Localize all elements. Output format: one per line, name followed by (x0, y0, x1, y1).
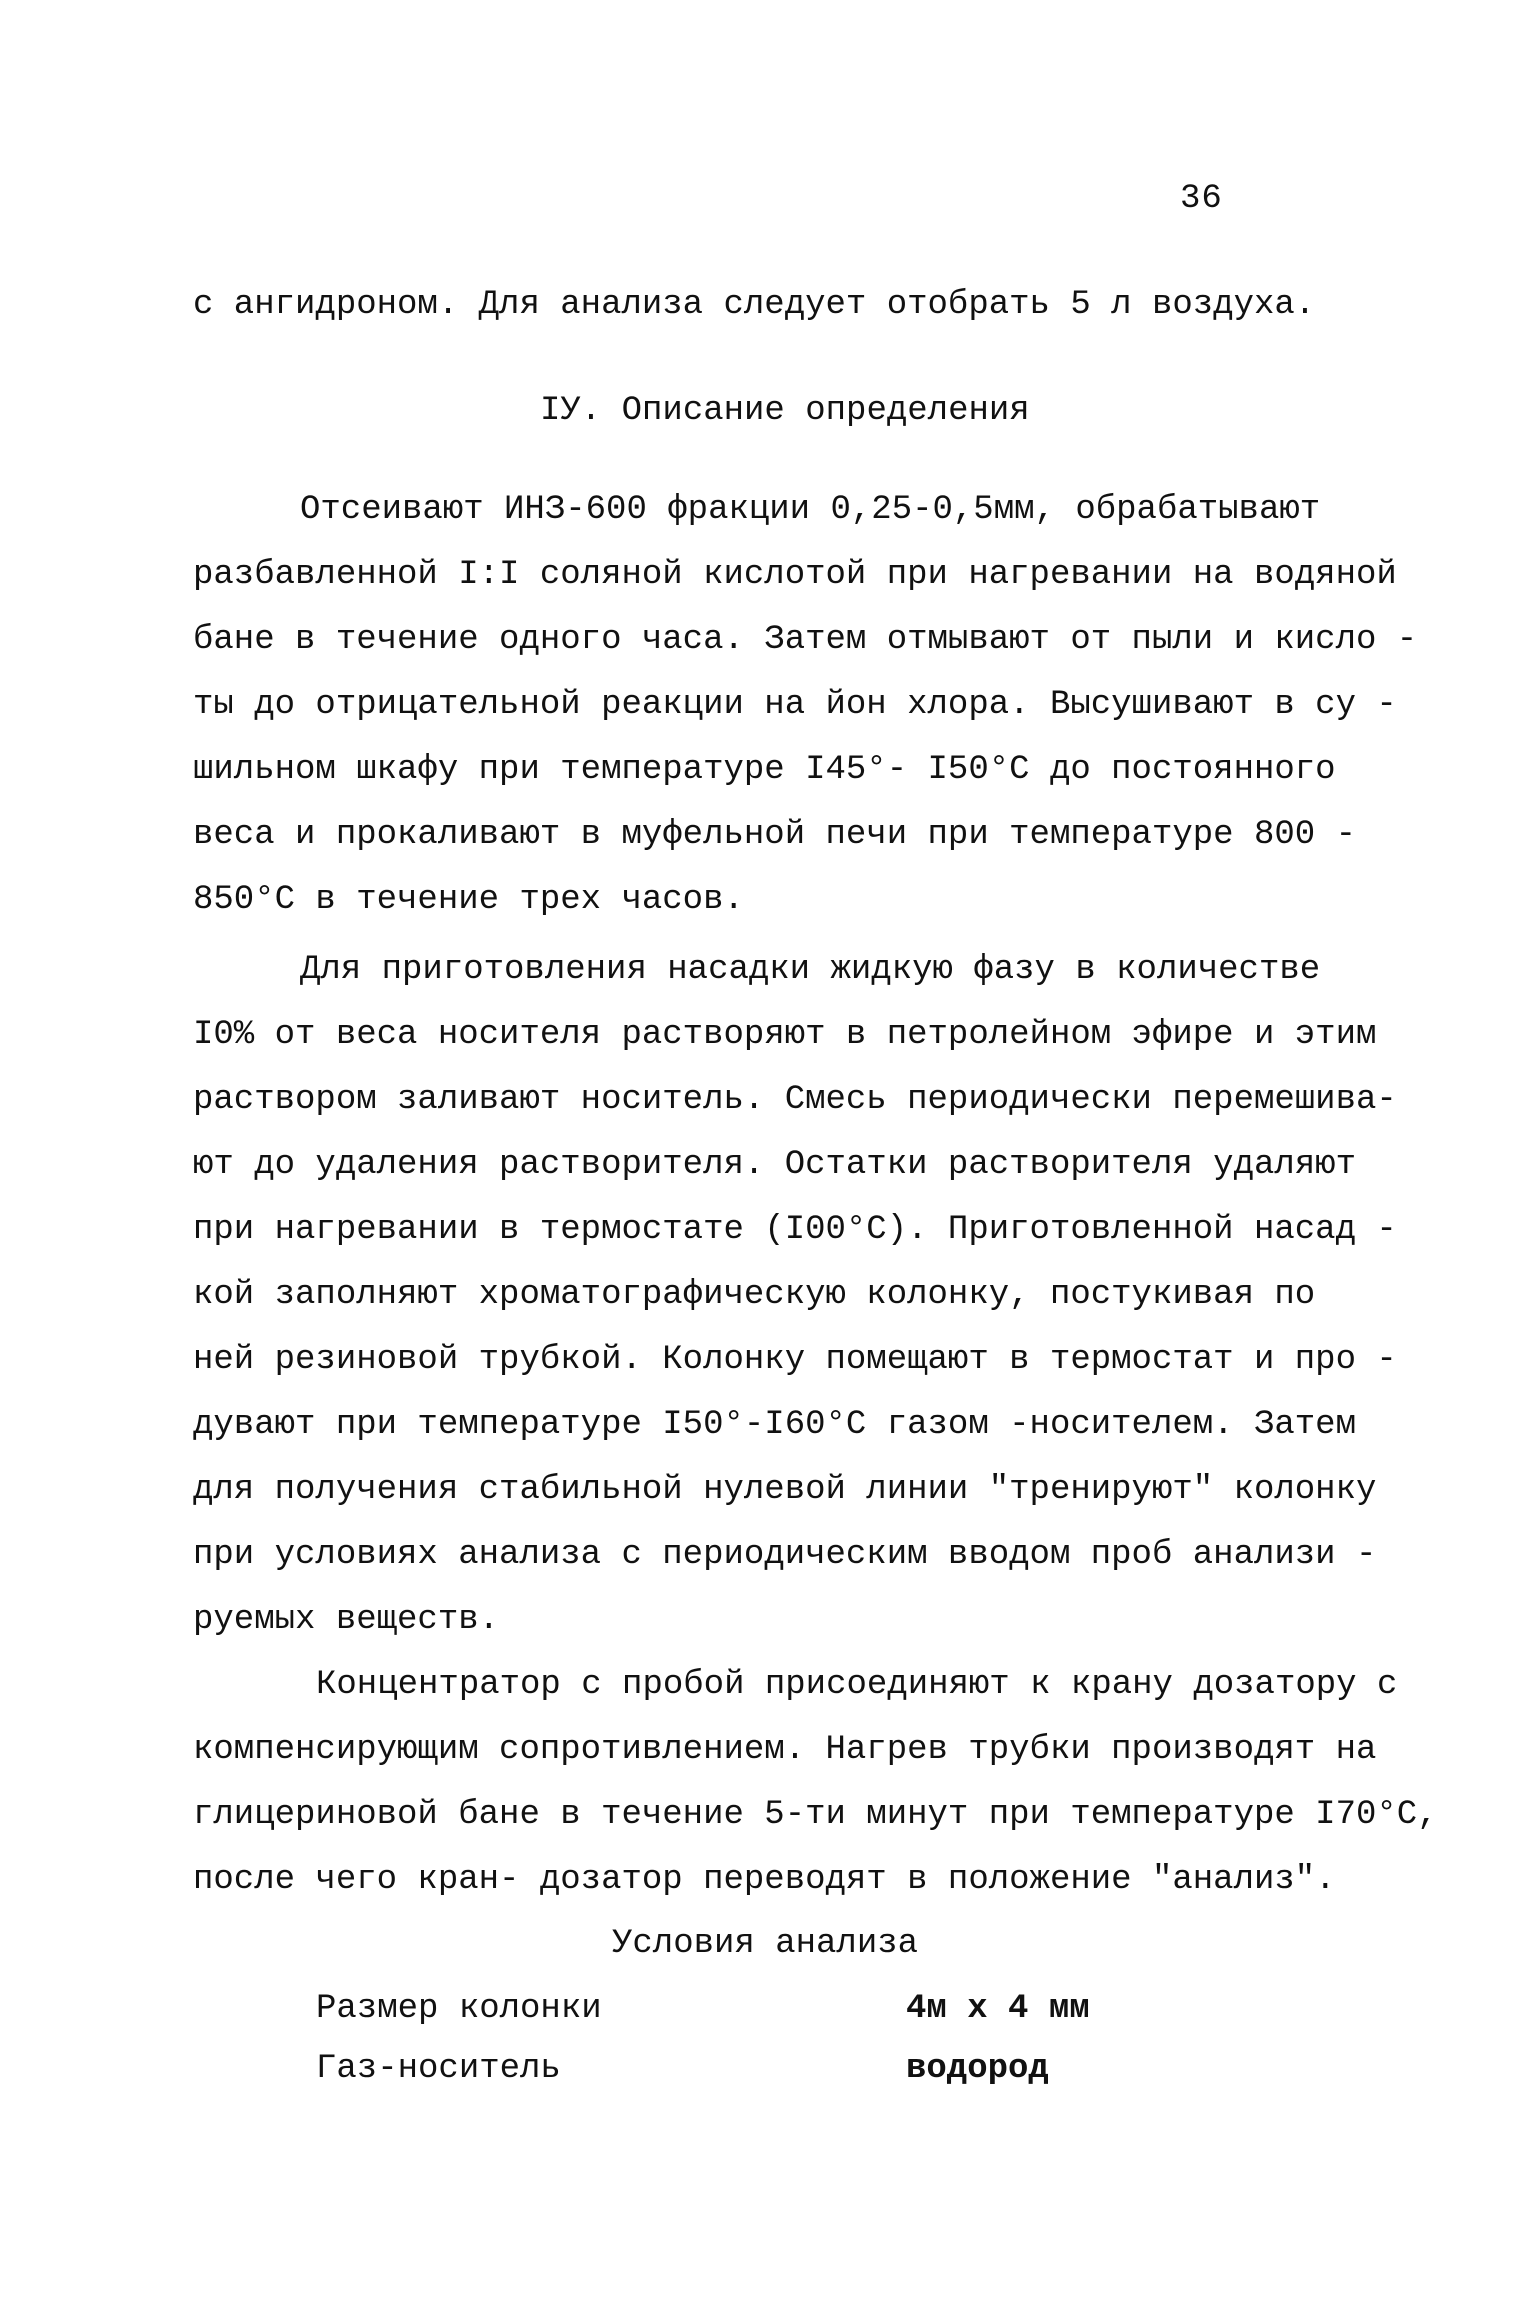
paragraph-line: руемых веществ. (193, 1601, 500, 1639)
conditions-title: Условия анализа (612, 1925, 919, 1963)
paragraph-line: при условиях анализа с периодическим вводом проб анализи - (193, 1536, 1377, 1574)
paragraph-line: 850°С в течение трех часов. (193, 881, 744, 919)
paragraph-line: бане в течение одного часа. Затем отмывают от пыли и кисло - (193, 621, 1418, 659)
paragraph-line: глицериновой бане в течение 5-ти минут при температуре I70°С, (193, 1796, 1438, 1834)
paragraph-line: после чего кран- дозатор переводят в положение "анализ". (193, 1861, 1336, 1899)
paragraph-line: разбавленной I:I соляной кислотой при нагревании на водяной (193, 556, 1397, 594)
paragraph-line: I0% от веса носителя растворяют в петролейном эфире и этим (193, 1016, 1377, 1054)
paragraph-line: шильном шкафу при температуре I45°- I50°С до постоянного (193, 751, 1336, 789)
paragraph-line: кой заполняют хроматографическую колонку, постукивая по (193, 1276, 1316, 1314)
paragraph-line: Отсеивают ИНЗ-600 фракции 0,25-0,5мм, обрабатывают (300, 491, 1321, 529)
condition-value: водород (906, 2050, 1049, 2088)
paragraph-line: ты до отрицательной реакции на йон хлора. Высушивают в су - (193, 686, 1397, 724)
paragraph-line: для получения стабильной нулевой линии "тренируют" колонку (193, 1471, 1377, 1509)
intro-line: с ангидроном. Для анализа следует отобрать 5 л воздуха. (193, 286, 1316, 324)
condition-label: Размер колонки (316, 1990, 602, 2028)
paragraph-line: Для приготовления насадки жидкую фазу в количестве (300, 951, 1321, 989)
condition-label: Газ-носитель (316, 2050, 561, 2088)
page-number: 36 (1180, 180, 1223, 218)
paragraph-line: веса и прокаливают в муфельной печи при температуре 800 - (193, 816, 1356, 854)
paragraph-line: компенсирующим сопротивлением. Нагрев трубки производят на (193, 1731, 1377, 1769)
paragraph-line: раствором заливают носитель. Смесь периодически перемешива- (193, 1081, 1397, 1119)
condition-value: 4м х 4 мм (906, 1990, 1090, 2028)
paragraph-line: Концентратор с пробой присоединяют к крану дозатору с (316, 1666, 1398, 1704)
paragraph-line: ют до удаления растворителя. Остатки растворителя удаляют (193, 1146, 1356, 1184)
section-title: IУ. Описание определения (540, 392, 1030, 430)
paragraph-line: ней резиновой трубкой. Колонку помещают в термостат и про - (193, 1341, 1397, 1379)
paragraph-line: при нагревании в термостате (I00°С). Приготовленной насад - (193, 1211, 1397, 1249)
paragraph-line: дувают при температуре I50°-I60°С газом -носителем. Затем (193, 1406, 1356, 1444)
